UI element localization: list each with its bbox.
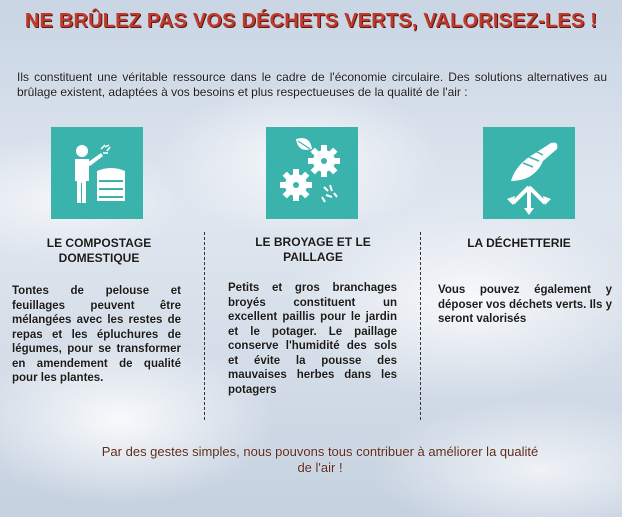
compostage-title: LE COMPOSTAGE DOMESTIQUE [46, 236, 152, 265]
compostage-text: Tontes de pelouse et feuillages peuvent être mélangées avec les restes de repas et les épluchures de légumes, pour se transformer en amendement de qualité pour les plantes. [12, 285, 181, 384]
column-divider [204, 232, 205, 420]
dechetterie-title: LA DÉCHETTERIE [467, 236, 571, 250]
dechetterie-text: Vous pouvez également y déposer vos déchets verts. Ils y seront valorisés [438, 284, 612, 325]
footer-message: Par des gestes simples, nous pouvons tous contribuer à améliorer la qualité de l'air ! [101, 444, 539, 475]
compost-person-icon [51, 127, 143, 219]
recycling-hand-icon [483, 127, 575, 219]
broyage-text: Petits et gros branchages broyés constituent un excellent paillis pour le jardin et le potager. Le paillage conserve l'humidité des sols et évite la pousse des mauvaises herbes dans les potagers [228, 282, 397, 396]
page-title: NE BRÛLEZ PAS VOS DÉCHETS VERTS, VALORISEZ-LES ! [24, 10, 598, 32]
broyage-title: LE BROYAGE ET LE PAILLAGE [255, 235, 371, 264]
column-divider [420, 232, 421, 420]
shredder-gears-icon [266, 127, 358, 219]
intro-paragraph: Ils constituent une véritable ressource dans le cadre de l'économie circulaire. Des solutions alternatives au brûlage existent, adaptées à vos besoins et plus respectueuses de la qualité de l'air : [17, 70, 607, 99]
